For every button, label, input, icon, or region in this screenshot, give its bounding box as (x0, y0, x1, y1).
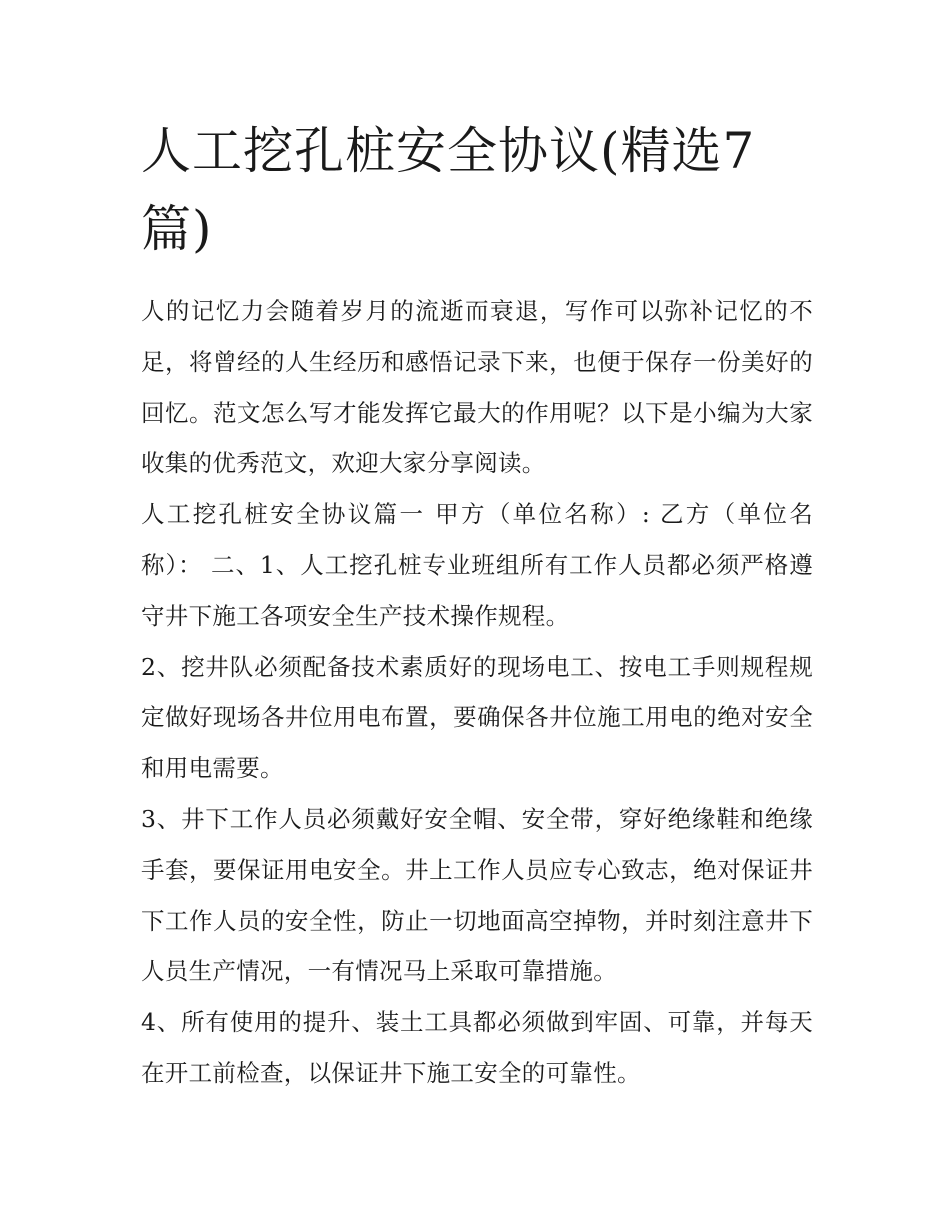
document-body (141, 286, 813, 1099)
paragraph-3: 3、井下工作人员必须戴好安全帽、安全带，穿好绝缘鞋和绝缘手套，要保证用电安全。井上工作人员应专心致志，绝对保证井下工作人员的安全性，防止一切地面高空掉物，并时刻注意井下人员生产情况，一有情况马上采取可靠措施。 (141, 804, 813, 986)
document-page (141, 112, 813, 1099)
paragraph-4: 4、所有使用的提升、装土工具都必须做到牢固、可靠，并每天在开工前检查，以保证井下施工安全的可靠性。 (141, 1008, 813, 1087)
paragraph-intro: 人的记忆力会随着岁月的流逝而衰退，写作可以弥补记忆的不足，将曾经的人生经历和感悟记录下来，也便于保存一份美好的回忆。范文怎么写才能发挥它最大的作用呢？以下是小编为大家收集的优秀范文，欢迎大家分享阅读。 (141, 297, 813, 478)
paragraph-2: 2、挖井队必须配备技术素质好的现场电工、按电工手则规程规定做好现场各井位用电布置，要确保各井位施工用电的绝对安全和用电需要。 (141, 652, 813, 783)
paragraph-1: 人工挖孔桩安全协议篇一 甲方（单位名称）: 乙方（单位名称）： 二、1、人工挖孔桩专业班组所有工作人员都必须严格遵守井下施工各项安全生产技术操作规程。 (141, 500, 813, 630)
document-title: 人工挖孔桩安全协议(精选7篇) (141, 122, 756, 258)
